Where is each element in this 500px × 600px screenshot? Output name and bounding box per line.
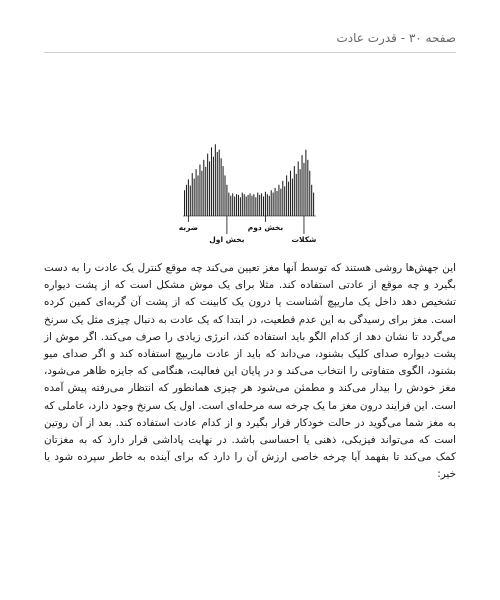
chart-bar: [192, 173, 193, 216]
chart-bar: [290, 171, 291, 216]
chart-bar: [286, 175, 287, 216]
body-paragraph: این جهش‌ها روشی هستند که توسط آنها مغز تعیین می‌کند چه موقع کنترل یک عادت را به دست بگیرد و چه موقع از عادتی استفاده کند. مثلا برای یک موش مشکل است که از پشت دیواره تشخیص دهد داخل یک ماریپچ آشناست یا درون یک کابینت که از پشت آن گربه‌ای کمین کرده است. مغز برای رسیدگی به این عدم قطعیت، در ابتدا که یک عادت به دنبال چیزی مثل یک سرنخ می‌گردد تا نشان دهد از کدام الگو باید استفاده کند، انرژی زیادی را صرف می‌کند. اگر موش از پشت دیواره صدای کلیک بشنود، می‌داند که باید از عادت ماریپچ استفاده کند و اگر صدای میو بشنود، الگوی متفاوتی را انتخاب می‌کند و در پایان این فعالیت، هنگامی که جایزه ظاهر می‌شود، مغز خودش را بیدار می‌کند و مطمئن می‌شود هر چیزی همانطور که انتظار می‌رفته پیش آمده است. این فرایند درون مغز ما یک چرخه سه مرحله‌ای است. اول یک سرنخ وجود دارد، عاملی که به مغز شما می‌گوید در حالت خودکار قرار بگیرد و از کدام عادت استفاده کند. بعد از آن روتین است که می‌تواند فیزیکی، ذهنی یا احساسی باشد. در نهایت پاداشی قرار دارد که به مغزتان کمک می‌کند تا بفهمد آیا چرخه خاصی ارزش آن را دارد که برای آینده به خاطر سپرده شود یا خیر:: [44, 262, 456, 481]
chart-bar: [190, 186, 191, 216]
chart-bar: [309, 171, 310, 216]
chart-bar: [305, 150, 306, 216]
chart-bar: [284, 186, 285, 216]
chart-bar: [255, 197, 256, 216]
chart-bar: [300, 169, 301, 216]
chart-bar: [184, 190, 185, 216]
chart-bar: [280, 189, 281, 216]
chart-bar: [246, 197, 247, 217]
chart-bar: [311, 185, 312, 216]
chart-bar: [251, 196, 252, 216]
chart-bar: [232, 193, 233, 216]
chart-bar: [267, 194, 268, 216]
chart-bar: [226, 185, 227, 216]
chart-bar: [288, 182, 289, 216]
chart-bar: [240, 197, 241, 216]
chart-bar: [307, 160, 308, 216]
chart-bar: [217, 152, 218, 216]
chart-bar: [257, 193, 258, 216]
chart-bar: [207, 154, 208, 216]
chart-bar: [196, 169, 197, 216]
chart-bar: [194, 179, 195, 216]
marker-label: بخش اول: [209, 235, 245, 244]
chart-bar: [292, 179, 293, 216]
chart-bar: [211, 147, 212, 216]
chart-bar: [313, 193, 314, 216]
chart-bar: [269, 196, 270, 216]
chart-bar: [219, 150, 220, 216]
chart-bar: [213, 157, 214, 216]
chart-bar: [261, 193, 262, 216]
chart-bar: [276, 191, 277, 216]
marker-label: شکلات: [291, 235, 317, 244]
chart-bar: [303, 163, 304, 216]
chart-bar: [259, 195, 260, 216]
chart-bar: [230, 196, 231, 216]
marker-label: ضربه: [178, 223, 199, 232]
chart-bar: [271, 190, 272, 216]
chart-bar: [201, 171, 202, 216]
chart-bar: [209, 161, 210, 216]
chart-bar: [238, 195, 239, 216]
header-divider: [44, 52, 456, 53]
page-header: صفحه ۳۰ - قدرت عادت: [336, 31, 456, 45]
chart-bar: [244, 194, 245, 216]
chart-bar: [186, 185, 187, 216]
chart-bar: [296, 174, 297, 216]
chart-bar: [205, 167, 206, 216]
chart-bar: [263, 197, 264, 217]
chart-bar: [250, 193, 251, 216]
chart-bar: [234, 197, 235, 217]
body-text: [44, 260, 456, 484]
chart-bar: [223, 166, 224, 216]
chart-bar: [221, 158, 222, 216]
chart-bar: [197, 175, 198, 216]
chart-bar: [199, 165, 200, 216]
chart-bar: [224, 175, 225, 216]
chart-bar: [203, 160, 204, 216]
chart-bar: [248, 195, 249, 216]
brain-activity-chart: [170, 118, 330, 258]
chart-bar: [188, 179, 189, 216]
brain-activity-figure: [170, 118, 330, 258]
chart-bar: [275, 188, 276, 216]
marker-label: بخش دوم: [247, 223, 284, 232]
chart-bar: [228, 193, 229, 216]
chart-bar: [253, 194, 254, 216]
chart-bar: [302, 155, 303, 216]
chart-bar: [215, 144, 216, 216]
chart-bar: [298, 161, 299, 216]
chart-bar: [265, 192, 266, 216]
chart-bar: [242, 193, 243, 216]
chart-bar: [236, 194, 237, 216]
chart-bar: [282, 181, 283, 216]
chart-bar: [278, 185, 279, 216]
chart-bar: [294, 166, 295, 216]
chart-bar: [273, 193, 274, 216]
